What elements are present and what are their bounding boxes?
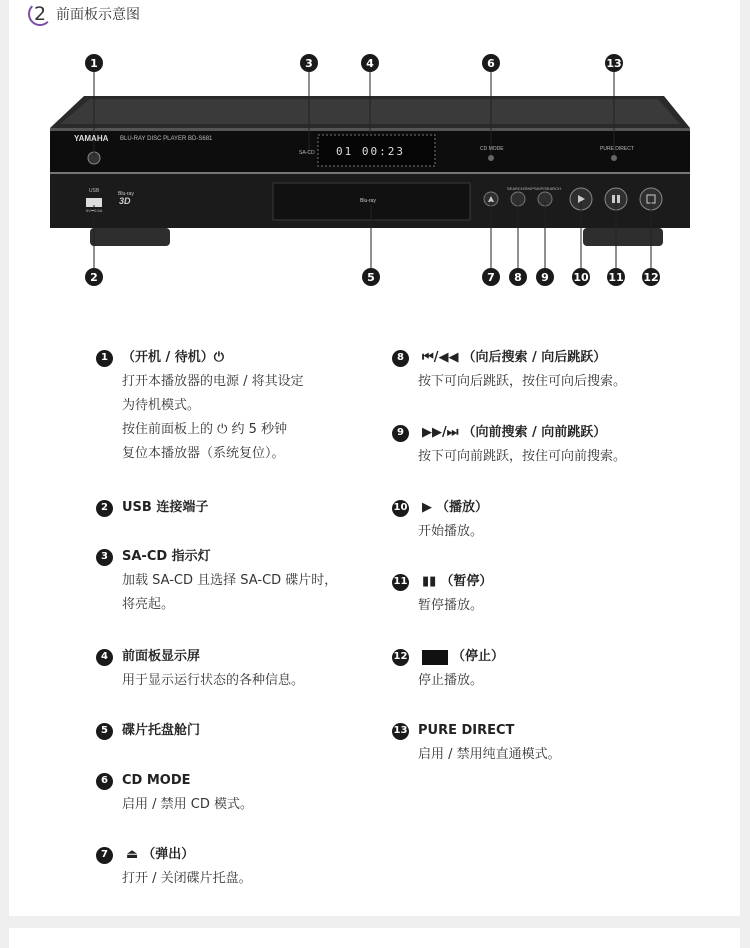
item-desc-line: 将亮起。 xyxy=(122,597,175,612)
cd-mode-button xyxy=(488,155,494,161)
item-badge: 7 xyxy=(96,847,113,864)
pure-direct-label: PURE DIRECT xyxy=(600,146,634,152)
item-badge: 10 xyxy=(392,500,409,517)
item-badge: 8 xyxy=(392,350,409,367)
item-pure-direct xyxy=(392,719,692,767)
item-play xyxy=(392,496,692,544)
item-sacd xyxy=(96,545,376,617)
item-power xyxy=(96,346,376,466)
callout-2: 2 xyxy=(85,268,103,286)
item-desc-line: 停止播放。 xyxy=(418,673,484,688)
item-stop xyxy=(392,645,692,693)
threed-logo: 3D xyxy=(119,196,131,206)
callout-12: 12 xyxy=(642,268,660,286)
item-desc-line: 启用 / 禁用纯直通模式。 xyxy=(418,747,561,762)
item-title: （播放） xyxy=(436,500,489,515)
item-badge: 11 xyxy=(392,574,409,591)
brand-logo: YAMAHA xyxy=(74,134,109,143)
item-title: （弹出） xyxy=(142,847,195,862)
usb-label: USB xyxy=(89,188,100,194)
item-desc-line: 复位本播放器（系统复位）。 xyxy=(122,446,285,461)
item-title: USB 连接端子 xyxy=(122,500,209,515)
item-title: 碟片托盘舱门 xyxy=(122,723,201,738)
skip-back-label: SEARCH/SKIP xyxy=(507,186,534,191)
usb-sub-label: 5V⎓0.5A xyxy=(86,208,103,213)
item-badge: 9 xyxy=(392,425,409,442)
item-title: （开机 / 待机）⏻ xyxy=(122,350,225,365)
display-readout: 01 00:23 xyxy=(336,145,405,158)
sacd-indicator-label: SA-CD xyxy=(299,150,315,156)
item-title: （暂停） xyxy=(440,574,493,589)
eject-icon: ⏏ xyxy=(126,847,139,862)
model-label: BLU-RAY DISC PLAYER BD-S681 xyxy=(120,136,213,142)
callout-9: 9 xyxy=(536,268,554,286)
item-badge: 12 xyxy=(392,649,409,666)
item-title: （向后搜索 / 向后跳跃） xyxy=(462,350,607,365)
section-number: 2 xyxy=(28,2,52,26)
skip-fwd-label: SKIP/SEARCH xyxy=(534,186,561,191)
item-desc-line: 加载 SA-CD 且选择 SA-CD 碟片时， xyxy=(122,573,338,588)
callout-4: 4 xyxy=(361,54,379,72)
item-eject xyxy=(96,843,376,891)
item-desc-line: 用于显示运行状态的各种信息。 xyxy=(122,673,305,688)
play-icon: ▶ xyxy=(422,500,432,515)
callout-5: 5 xyxy=(362,268,380,286)
callout-8: 8 xyxy=(509,268,527,286)
callout-3: 3 xyxy=(300,54,318,72)
item-badge: 4 xyxy=(96,649,113,666)
item-tray xyxy=(96,719,376,743)
item-desc-line: 开始播放。 xyxy=(418,524,484,539)
pause-icon: ▮▮ xyxy=(422,574,437,589)
item-desc-line: 按下可向前跳跃，按住可向前搜索。 xyxy=(418,449,627,464)
item-desc-line: 打开 / 关闭碟片托盘。 xyxy=(122,871,252,886)
callout-11: 11 xyxy=(607,268,625,286)
callout-7: 7 xyxy=(482,268,500,286)
item-desc-line: 按下可向后跳跃，按住可向后搜索。 xyxy=(418,374,627,389)
callout-1: 1 xyxy=(85,54,103,72)
item-badge: 2 xyxy=(96,500,113,517)
item-title: CD MODE xyxy=(122,773,191,788)
item-badge: 1 xyxy=(96,350,113,367)
item-display xyxy=(96,645,376,693)
item-title: （向前搜索 / 向前跳跃） xyxy=(462,425,607,440)
item-title: SA-CD 指示灯 xyxy=(122,549,211,564)
item-usb xyxy=(96,496,376,520)
item-badge: 6 xyxy=(96,773,113,790)
item-title: PURE DIRECT xyxy=(418,723,515,738)
item-desc-line: 按住前面板上的 ⏻ 约 5 秒钟 xyxy=(122,422,288,437)
section-title: 前面板示意图 xyxy=(56,7,140,23)
callout-10: 10 xyxy=(572,268,590,286)
item-desc-line: 为待机模式。 xyxy=(122,398,201,413)
callout-6: 6 xyxy=(482,54,500,72)
item-skip-fwd xyxy=(392,421,692,469)
item-badge: 13 xyxy=(392,723,409,740)
item-desc-line: 暂停播放。 xyxy=(418,598,484,613)
item-desc-line: 打开本播放器的电源 / 将其设定 xyxy=(122,374,304,389)
pure-direct-button xyxy=(611,155,617,161)
cd-mode-label: CD MODE xyxy=(480,146,504,152)
item-title: （停止） xyxy=(452,649,505,664)
item-cd-mode xyxy=(96,769,376,817)
next-card xyxy=(9,928,740,948)
left-foot xyxy=(90,228,170,246)
tray-bluray-logo: Blu-ray xyxy=(360,198,376,204)
item-pause xyxy=(392,570,692,618)
item-badge: 3 xyxy=(96,549,113,566)
item-desc-line: 启用 / 禁用 CD 模式。 xyxy=(122,797,253,812)
stop-icon xyxy=(422,650,448,665)
callout-13: 13 xyxy=(605,54,623,72)
skip-back-icon: ⏮/◀◀ xyxy=(422,350,459,365)
item-title: 前面板显示屏 xyxy=(122,649,201,664)
bluray-logo: Blu-ray xyxy=(118,191,134,197)
skip-fwd-icon: ▶▶/⏭ xyxy=(422,425,459,440)
item-skip-back xyxy=(392,346,692,394)
item-badge: 5 xyxy=(96,723,113,740)
